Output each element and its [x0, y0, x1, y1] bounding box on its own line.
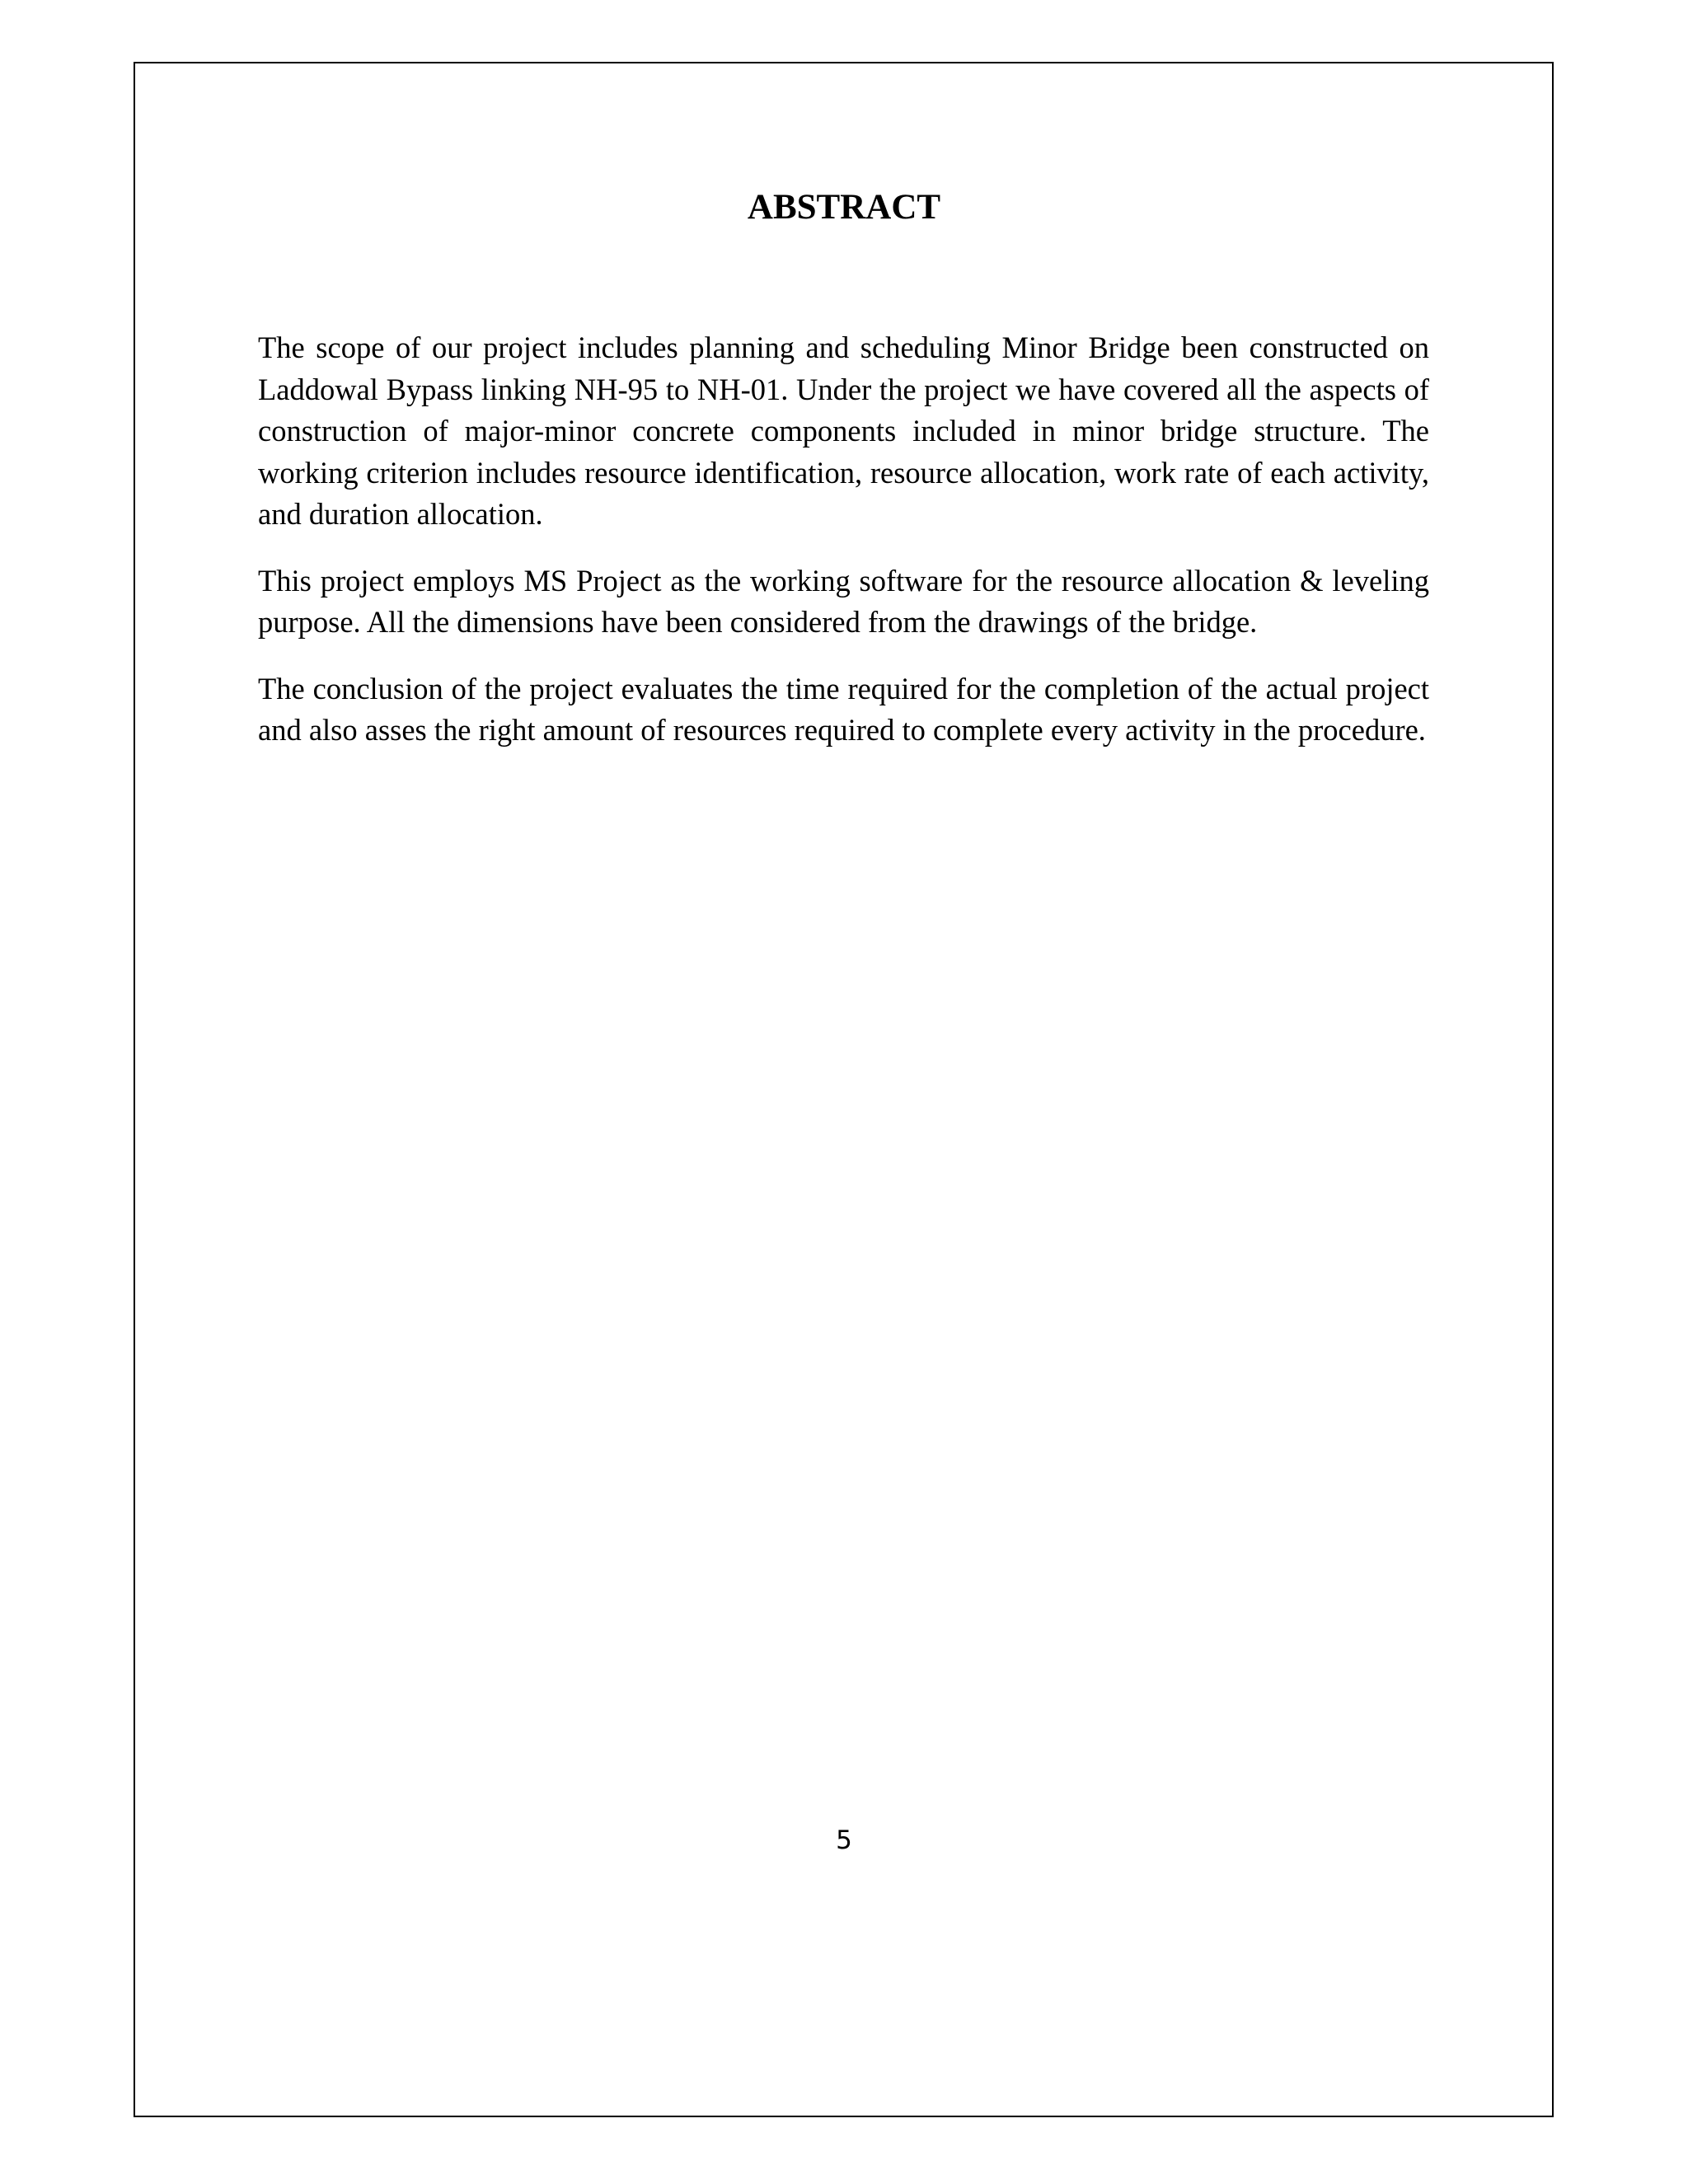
page-number: 5 — [836, 1825, 852, 1855]
abstract-paragraph-1: The scope of our project includes planning and scheduling Minor Bridge been constructed on Laddowal Bypass linking NH-95 to NH-01. Under the project we have covered all the aspects of construction of major-minor concrete components included in minor bridge structure. The working criterion includes resource identification, resource allocation, work rate of each activity, and duration allocation. — [258, 330, 1429, 531]
page-title: ABSTRACT — [747, 188, 941, 227]
abstract-paragraph-3: The conclusion of the project evaluates the time required for the completion of the actual project and also asses the right amount of resources required to complete every activity in the procedure. — [258, 671, 1429, 747]
abstract-paragraph-2: This project employs MS Project as the working software for the resource allocation & leveling purpose. All the dimensions have been considered from the drawings of the bridge. — [258, 563, 1429, 639]
abstract-body — [258, 327, 1429, 776]
